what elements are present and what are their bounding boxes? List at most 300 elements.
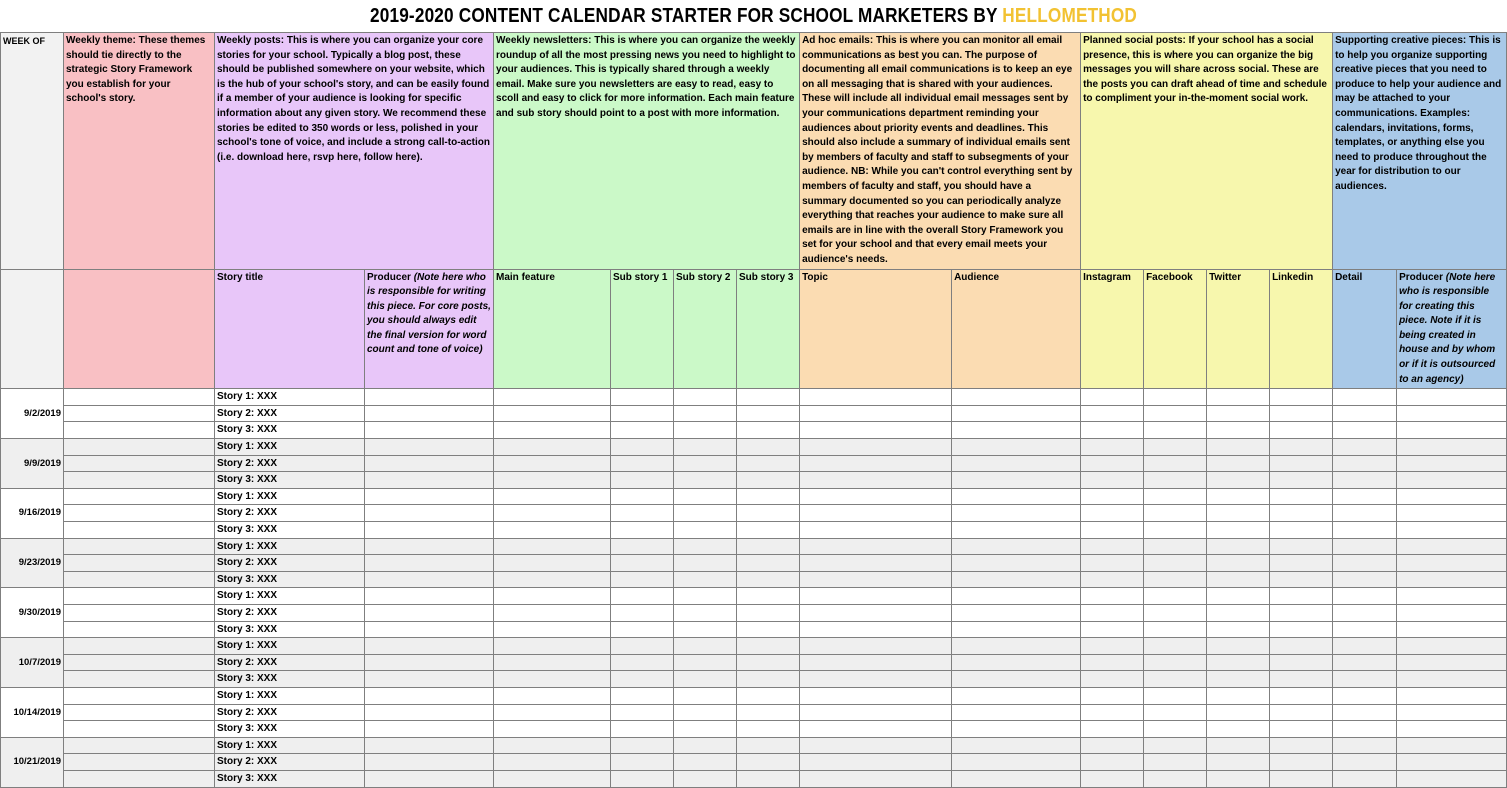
empty-cell[interactable] <box>1270 721 1333 738</box>
week-date-cell[interactable]: 9/16/2019 <box>1 488 64 538</box>
empty-cell[interactable] <box>1081 654 1144 671</box>
empty-cell[interactable] <box>1270 638 1333 655</box>
empty-cell[interactable] <box>674 538 737 555</box>
empty-cell[interactable] <box>674 621 737 638</box>
empty-cell[interactable] <box>737 721 800 738</box>
empty-cell[interactable] <box>1397 405 1507 422</box>
empty-cell[interactable] <box>611 405 674 422</box>
empty-cell[interactable] <box>64 555 215 572</box>
sub-story-3-header[interactable]: Sub story 3 <box>737 269 800 389</box>
empty-cell[interactable] <box>1333 488 1397 505</box>
empty-cell[interactable] <box>64 754 215 771</box>
empty-cell[interactable] <box>674 571 737 588</box>
empty-cell[interactable] <box>674 638 737 655</box>
empty-cell[interactable] <box>365 555 494 572</box>
empty-cell[interactable] <box>800 671 952 688</box>
story-cell[interactable]: Story 1: XXX <box>215 687 365 704</box>
linkedin-header[interactable]: Linkedin <box>1270 269 1333 389</box>
empty-cell[interactable] <box>674 488 737 505</box>
empty-cell[interactable] <box>1144 422 1207 439</box>
empty-cell[interactable] <box>494 754 611 771</box>
empty-cell[interactable] <box>1144 488 1207 505</box>
story-cell[interactable]: Story 1: XXX <box>215 538 365 555</box>
empty-cell[interactable] <box>737 770 800 787</box>
empty-cell[interactable] <box>64 604 215 621</box>
empty-cell[interactable] <box>800 538 952 555</box>
empty-cell[interactable] <box>365 522 494 539</box>
empty-cell[interactable] <box>1207 488 1270 505</box>
empty-cell[interactable] <box>1081 721 1144 738</box>
empty-cell[interactable] <box>800 687 952 704</box>
empty-cell[interactable] <box>494 455 611 472</box>
empty-cell[interactable] <box>494 571 611 588</box>
instagram-header[interactable]: Instagram <box>1081 269 1144 389</box>
empty-cell[interactable] <box>611 770 674 787</box>
empty-cell[interactable] <box>1081 389 1144 406</box>
story-cell[interactable]: Story 2: XXX <box>215 405 365 422</box>
empty-cell[interactable] <box>1144 604 1207 621</box>
empty-cell[interactable] <box>800 422 952 439</box>
empty-cell[interactable] <box>611 488 674 505</box>
empty-cell[interactable] <box>1333 737 1397 754</box>
empty-cell[interactable] <box>1081 472 1144 489</box>
empty-cell[interactable] <box>1081 522 1144 539</box>
empty-cell[interactable] <box>1207 455 1270 472</box>
empty-cell[interactable] <box>952 472 1081 489</box>
empty-cell[interactable] <box>737 754 800 771</box>
empty-cell[interactable] <box>365 455 494 472</box>
producer-posts-header[interactable] <box>365 269 494 389</box>
empty-cell[interactable] <box>1207 704 1270 721</box>
empty-cell[interactable] <box>64 422 215 439</box>
empty-cell[interactable] <box>952 721 1081 738</box>
story-cell[interactable]: Story 3: XXX <box>215 472 365 489</box>
empty-cell[interactable] <box>737 555 800 572</box>
empty-cell[interactable] <box>1397 555 1507 572</box>
empty-cell[interactable] <box>365 505 494 522</box>
empty-cell[interactable] <box>674 671 737 688</box>
empty-cell[interactable] <box>494 538 611 555</box>
empty-cell[interactable] <box>1397 571 1507 588</box>
empty-cell[interactable] <box>1333 654 1397 671</box>
empty-cell[interactable] <box>365 770 494 787</box>
empty-cell[interactable] <box>1397 721 1507 738</box>
empty-cell[interactable] <box>1270 439 1333 456</box>
empty-cell[interactable] <box>1207 654 1270 671</box>
empty-cell[interactable] <box>1144 472 1207 489</box>
empty-cell[interactable] <box>800 389 952 406</box>
empty-cell[interactable] <box>1397 439 1507 456</box>
empty-cell[interactable] <box>1270 737 1333 754</box>
empty-cell[interactable] <box>1207 687 1270 704</box>
empty-cell[interactable] <box>1270 538 1333 555</box>
empty-cell[interactable] <box>674 737 737 754</box>
empty-cell[interactable] <box>800 704 952 721</box>
week-subheader-cell[interactable] <box>1 269 64 389</box>
story-cell[interactable]: Story 3: XXX <box>215 770 365 787</box>
empty-cell[interactable] <box>1207 588 1270 605</box>
empty-cell[interactable] <box>611 638 674 655</box>
empty-cell[interactable] <box>737 455 800 472</box>
empty-cell[interactable] <box>1397 604 1507 621</box>
empty-cell[interactable] <box>64 654 215 671</box>
empty-cell[interactable] <box>1333 522 1397 539</box>
empty-cell[interactable] <box>64 687 215 704</box>
empty-cell[interactable] <box>737 671 800 688</box>
empty-cell[interactable] <box>1333 687 1397 704</box>
empty-cell[interactable] <box>800 522 952 539</box>
empty-cell[interactable] <box>1333 422 1397 439</box>
empty-cell[interactable] <box>1144 522 1207 539</box>
empty-cell[interactable] <box>365 654 494 671</box>
week-date-cell[interactable]: 10/21/2019 <box>1 737 64 787</box>
empty-cell[interactable] <box>611 754 674 771</box>
empty-cell[interactable] <box>494 405 611 422</box>
empty-cell[interactable] <box>1144 621 1207 638</box>
empty-cell[interactable] <box>1207 737 1270 754</box>
empty-cell[interactable] <box>365 488 494 505</box>
empty-cell[interactable] <box>674 588 737 605</box>
topic-header[interactable]: Topic <box>800 269 952 389</box>
empty-cell[interactable] <box>1270 588 1333 605</box>
empty-cell[interactable] <box>611 555 674 572</box>
empty-cell[interactable] <box>1270 405 1333 422</box>
emails-header[interactable]: Ad hoc emails: This is where you can monitor all email communications as best you can. The purpose of documenting all email communications is to keep an eye on all messaging that is shared with your audiences. These will include all individual email messages sent by your communications department reminding your audiences about priority events and deadlines. This should also include a summary of individual emails sent by members of faculty and staff to subsegments of your audience. NB: While you can't control everything sent by members of faculty and staff, you should have a summary documented so you can periodically analyze everything that reaches your audience to make sure all emails are in line with the overall Story Framework you set for your school and that every email meets your audience's needs. <box>800 33 1081 270</box>
empty-cell[interactable] <box>674 455 737 472</box>
empty-cell[interactable] <box>611 472 674 489</box>
empty-cell[interactable] <box>800 604 952 621</box>
empty-cell[interactable] <box>800 439 952 456</box>
empty-cell[interactable] <box>64 472 215 489</box>
empty-cell[interactable] <box>1081 455 1144 472</box>
story-title-header[interactable]: Story title <box>215 269 365 389</box>
empty-cell[interactable] <box>1333 588 1397 605</box>
empty-cell[interactable] <box>952 754 1081 771</box>
empty-cell[interactable] <box>1270 389 1333 406</box>
empty-cell[interactable] <box>952 571 1081 588</box>
empty-cell[interactable] <box>365 538 494 555</box>
empty-cell[interactable] <box>494 638 611 655</box>
empty-cell[interactable] <box>1207 638 1270 655</box>
empty-cell[interactable] <box>64 721 215 738</box>
empty-cell[interactable] <box>611 422 674 439</box>
story-cell[interactable]: Story 3: XXX <box>215 621 365 638</box>
empty-cell[interactable] <box>1270 704 1333 721</box>
empty-cell[interactable] <box>611 721 674 738</box>
empty-cell[interactable] <box>1081 571 1144 588</box>
story-cell[interactable]: Story 2: XXX <box>215 704 365 721</box>
story-cell[interactable]: Story 3: XXX <box>215 422 365 439</box>
empty-cell[interactable] <box>1333 472 1397 489</box>
empty-cell[interactable] <box>64 488 215 505</box>
week-of-header[interactable]: WEEK OF <box>1 33 64 270</box>
empty-cell[interactable] <box>1081 439 1144 456</box>
empty-cell[interactable] <box>1144 555 1207 572</box>
empty-cell[interactable] <box>611 538 674 555</box>
empty-cell[interactable] <box>952 538 1081 555</box>
empty-cell[interactable] <box>1333 638 1397 655</box>
empty-cell[interactable] <box>737 654 800 671</box>
empty-cell[interactable] <box>1207 422 1270 439</box>
empty-cell[interactable] <box>1333 571 1397 588</box>
empty-cell[interactable] <box>1144 638 1207 655</box>
story-cell[interactable]: Story 1: XXX <box>215 389 365 406</box>
empty-cell[interactable] <box>365 721 494 738</box>
empty-cell[interactable] <box>674 505 737 522</box>
week-date-cell[interactable]: 9/2/2019 <box>1 389 64 439</box>
empty-cell[interactable] <box>1333 604 1397 621</box>
empty-cell[interactable] <box>952 522 1081 539</box>
empty-cell[interactable] <box>1144 439 1207 456</box>
empty-cell[interactable] <box>64 439 215 456</box>
empty-cell[interactable] <box>1270 455 1333 472</box>
empty-cell[interactable] <box>1144 505 1207 522</box>
empty-cell[interactable] <box>494 555 611 572</box>
empty-cell[interactable] <box>1207 555 1270 572</box>
empty-cell[interactable] <box>1333 439 1397 456</box>
empty-cell[interactable] <box>952 671 1081 688</box>
creative-header[interactable]: Supporting creative pieces: This is to help you organize supporting creative pieces that you need to produce to help your audience and may be attached to your communications. Examples: calendars, invitations, forms, templates, or anything else you need to produce throughout the year for distribution to our audiences. <box>1333 33 1507 270</box>
empty-cell[interactable] <box>1333 505 1397 522</box>
empty-cell[interactable] <box>1397 522 1507 539</box>
empty-cell[interactable] <box>800 654 952 671</box>
empty-cell[interactable] <box>800 505 952 522</box>
empty-cell[interactable] <box>1397 505 1507 522</box>
empty-cell[interactable] <box>800 571 952 588</box>
empty-cell[interactable] <box>1333 671 1397 688</box>
empty-cell[interactable] <box>1270 422 1333 439</box>
empty-cell[interactable] <box>611 522 674 539</box>
empty-cell[interactable] <box>1081 555 1144 572</box>
empty-cell[interactable] <box>494 687 611 704</box>
empty-cell[interactable] <box>64 737 215 754</box>
week-date-cell[interactable]: 10/14/2019 <box>1 687 64 737</box>
empty-cell[interactable] <box>1270 472 1333 489</box>
empty-cell[interactable] <box>800 638 952 655</box>
empty-cell[interactable] <box>737 737 800 754</box>
empty-cell[interactable] <box>1144 538 1207 555</box>
empty-cell[interactable] <box>1081 770 1144 787</box>
story-cell[interactable]: Story 1: XXX <box>215 488 365 505</box>
empty-cell[interactable] <box>1397 389 1507 406</box>
empty-cell[interactable] <box>1397 621 1507 638</box>
empty-cell[interactable] <box>1270 571 1333 588</box>
empty-cell[interactable] <box>1333 754 1397 771</box>
empty-cell[interactable] <box>494 422 611 439</box>
twitter-header[interactable]: Twitter <box>1207 269 1270 389</box>
empty-cell[interactable] <box>1081 422 1144 439</box>
empty-cell[interactable] <box>1081 538 1144 555</box>
empty-cell[interactable] <box>365 389 494 406</box>
empty-cell[interactable] <box>737 405 800 422</box>
empty-cell[interactable] <box>952 654 1081 671</box>
empty-cell[interactable] <box>1144 737 1207 754</box>
empty-cell[interactable] <box>1207 505 1270 522</box>
week-date-cell[interactable]: 9/30/2019 <box>1 588 64 638</box>
empty-cell[interactable] <box>1397 472 1507 489</box>
empty-cell[interactable] <box>64 455 215 472</box>
empty-cell[interactable] <box>737 538 800 555</box>
empty-cell[interactable] <box>1397 671 1507 688</box>
empty-cell[interactable] <box>365 405 494 422</box>
empty-cell[interactable] <box>952 704 1081 721</box>
empty-cell[interactable] <box>494 671 611 688</box>
empty-cell[interactable] <box>674 439 737 456</box>
empty-cell[interactable] <box>674 604 737 621</box>
producer-creative-header[interactable] <box>1397 269 1507 389</box>
empty-cell[interactable] <box>365 704 494 721</box>
empty-cell[interactable] <box>737 687 800 704</box>
empty-cell[interactable] <box>611 588 674 605</box>
empty-cell[interactable] <box>64 405 215 422</box>
empty-cell[interactable] <box>494 770 611 787</box>
empty-cell[interactable] <box>494 604 611 621</box>
empty-cell[interactable] <box>800 770 952 787</box>
empty-cell[interactable] <box>674 472 737 489</box>
empty-cell[interactable] <box>611 654 674 671</box>
empty-cell[interactable] <box>952 389 1081 406</box>
empty-cell[interactable] <box>494 505 611 522</box>
story-cell[interactable]: Story 2: XXX <box>215 654 365 671</box>
empty-cell[interactable] <box>494 737 611 754</box>
empty-cell[interactable] <box>1397 687 1507 704</box>
empty-cell[interactable] <box>1397 588 1507 605</box>
empty-cell[interactable] <box>952 422 1081 439</box>
empty-cell[interactable] <box>1081 588 1144 605</box>
story-cell[interactable]: Story 2: XXX <box>215 604 365 621</box>
empty-cell[interactable] <box>64 389 215 406</box>
empty-cell[interactable] <box>611 704 674 721</box>
week-date-cell[interactable]: 9/9/2019 <box>1 439 64 489</box>
empty-cell[interactable] <box>365 621 494 638</box>
empty-cell[interactable] <box>800 588 952 605</box>
empty-cell[interactable] <box>1207 721 1270 738</box>
empty-cell[interactable] <box>800 621 952 638</box>
story-cell[interactable]: Story 1: XXX <box>215 439 365 456</box>
empty-cell[interactable] <box>952 687 1081 704</box>
empty-cell[interactable] <box>64 638 215 655</box>
empty-cell[interactable] <box>1333 389 1397 406</box>
empty-cell[interactable] <box>494 704 611 721</box>
empty-cell[interactable] <box>1270 522 1333 539</box>
empty-cell[interactable] <box>1397 704 1507 721</box>
empty-cell[interactable] <box>611 389 674 406</box>
empty-cell[interactable] <box>1397 488 1507 505</box>
facebook-header[interactable]: Facebook <box>1144 269 1207 389</box>
empty-cell[interactable] <box>1207 405 1270 422</box>
empty-cell[interactable] <box>952 439 1081 456</box>
empty-cell[interactable] <box>611 455 674 472</box>
empty-cell[interactable] <box>1081 638 1144 655</box>
empty-cell[interactable] <box>1270 621 1333 638</box>
empty-cell[interactable] <box>737 621 800 638</box>
empty-cell[interactable] <box>494 472 611 489</box>
empty-cell[interactable] <box>1207 770 1270 787</box>
empty-cell[interactable] <box>737 638 800 655</box>
story-cell[interactable]: Story 2: XXX <box>215 455 365 472</box>
story-cell[interactable]: Story 3: XXX <box>215 522 365 539</box>
empty-cell[interactable] <box>1333 455 1397 472</box>
week-date-cell[interactable]: 9/23/2019 <box>1 538 64 588</box>
empty-cell[interactable] <box>1081 604 1144 621</box>
empty-cell[interactable] <box>800 405 952 422</box>
empty-cell[interactable] <box>64 522 215 539</box>
main-feature-header[interactable]: Main feature <box>494 269 611 389</box>
empty-cell[interactable] <box>800 472 952 489</box>
empty-cell[interactable] <box>952 455 1081 472</box>
empty-cell[interactable] <box>64 621 215 638</box>
empty-cell[interactable] <box>1144 455 1207 472</box>
empty-cell[interactable] <box>1207 671 1270 688</box>
empty-cell[interactable] <box>1333 770 1397 787</box>
empty-cell[interactable] <box>1270 671 1333 688</box>
posts-header[interactable]: Weekly posts: This is where you can organize your core stories for your school. Typically a blog post, these should be published somewhere on your website, which is the hub of your school's story, and can be easily found if a member of your audience is looking for specific information about any given story. We recommend these stories be edited to 350 words or less, polished in your school's tone of voice, and include a strong call-to-action (i.e. download here, rsvp here, follow here). <box>215 33 494 270</box>
empty-cell[interactable] <box>1144 687 1207 704</box>
empty-cell[interactable] <box>494 389 611 406</box>
empty-cell[interactable] <box>365 439 494 456</box>
empty-cell[interactable] <box>800 737 952 754</box>
empty-cell[interactable] <box>1207 571 1270 588</box>
empty-cell[interactable] <box>1397 538 1507 555</box>
empty-cell[interactable] <box>611 571 674 588</box>
social-header[interactable]: Planned social posts: If your school has a social presence, this is where you can organize the big messages you will share across social. These are the posts you can draft ahead of time and schedule to compliment your in-the-moment social work. <box>1081 33 1333 270</box>
empty-cell[interactable] <box>800 488 952 505</box>
empty-cell[interactable] <box>674 754 737 771</box>
empty-cell[interactable] <box>952 488 1081 505</box>
empty-cell[interactable] <box>64 704 215 721</box>
empty-cell[interactable] <box>365 604 494 621</box>
empty-cell[interactable] <box>737 505 800 522</box>
empty-cell[interactable] <box>1333 704 1397 721</box>
empty-cell[interactable] <box>1081 405 1144 422</box>
empty-cell[interactable] <box>64 588 215 605</box>
empty-cell[interactable] <box>1207 472 1270 489</box>
empty-cell[interactable] <box>737 439 800 456</box>
empty-cell[interactable] <box>952 621 1081 638</box>
story-cell[interactable]: Story 1: XXX <box>215 638 365 655</box>
empty-cell[interactable] <box>365 472 494 489</box>
empty-cell[interactable] <box>737 604 800 621</box>
empty-cell[interactable] <box>64 538 215 555</box>
empty-cell[interactable] <box>1081 621 1144 638</box>
empty-cell[interactable] <box>1144 405 1207 422</box>
empty-cell[interactable] <box>1081 671 1144 688</box>
empty-cell[interactable] <box>952 588 1081 605</box>
empty-cell[interactable] <box>64 671 215 688</box>
empty-cell[interactable] <box>800 754 952 771</box>
empty-cell[interactable] <box>611 671 674 688</box>
empty-cell[interactable] <box>365 687 494 704</box>
story-cell[interactable]: Story 3: XXX <box>215 671 365 688</box>
empty-cell[interactable] <box>737 588 800 605</box>
empty-cell[interactable] <box>611 604 674 621</box>
empty-cell[interactable] <box>1207 389 1270 406</box>
empty-cell[interactable] <box>737 704 800 721</box>
empty-cell[interactable] <box>365 671 494 688</box>
empty-cell[interactable] <box>494 588 611 605</box>
empty-cell[interactable] <box>674 422 737 439</box>
empty-cell[interactable] <box>674 704 737 721</box>
empty-cell[interactable] <box>611 737 674 754</box>
empty-cell[interactable] <box>1207 754 1270 771</box>
week-date-cell[interactable]: 10/7/2019 <box>1 638 64 688</box>
empty-cell[interactable] <box>674 687 737 704</box>
empty-cell[interactable] <box>674 555 737 572</box>
empty-cell[interactable] <box>1144 571 1207 588</box>
story-cell[interactable]: Story 3: XXX <box>215 571 365 588</box>
empty-cell[interactable] <box>1270 754 1333 771</box>
empty-cell[interactable] <box>1207 522 1270 539</box>
